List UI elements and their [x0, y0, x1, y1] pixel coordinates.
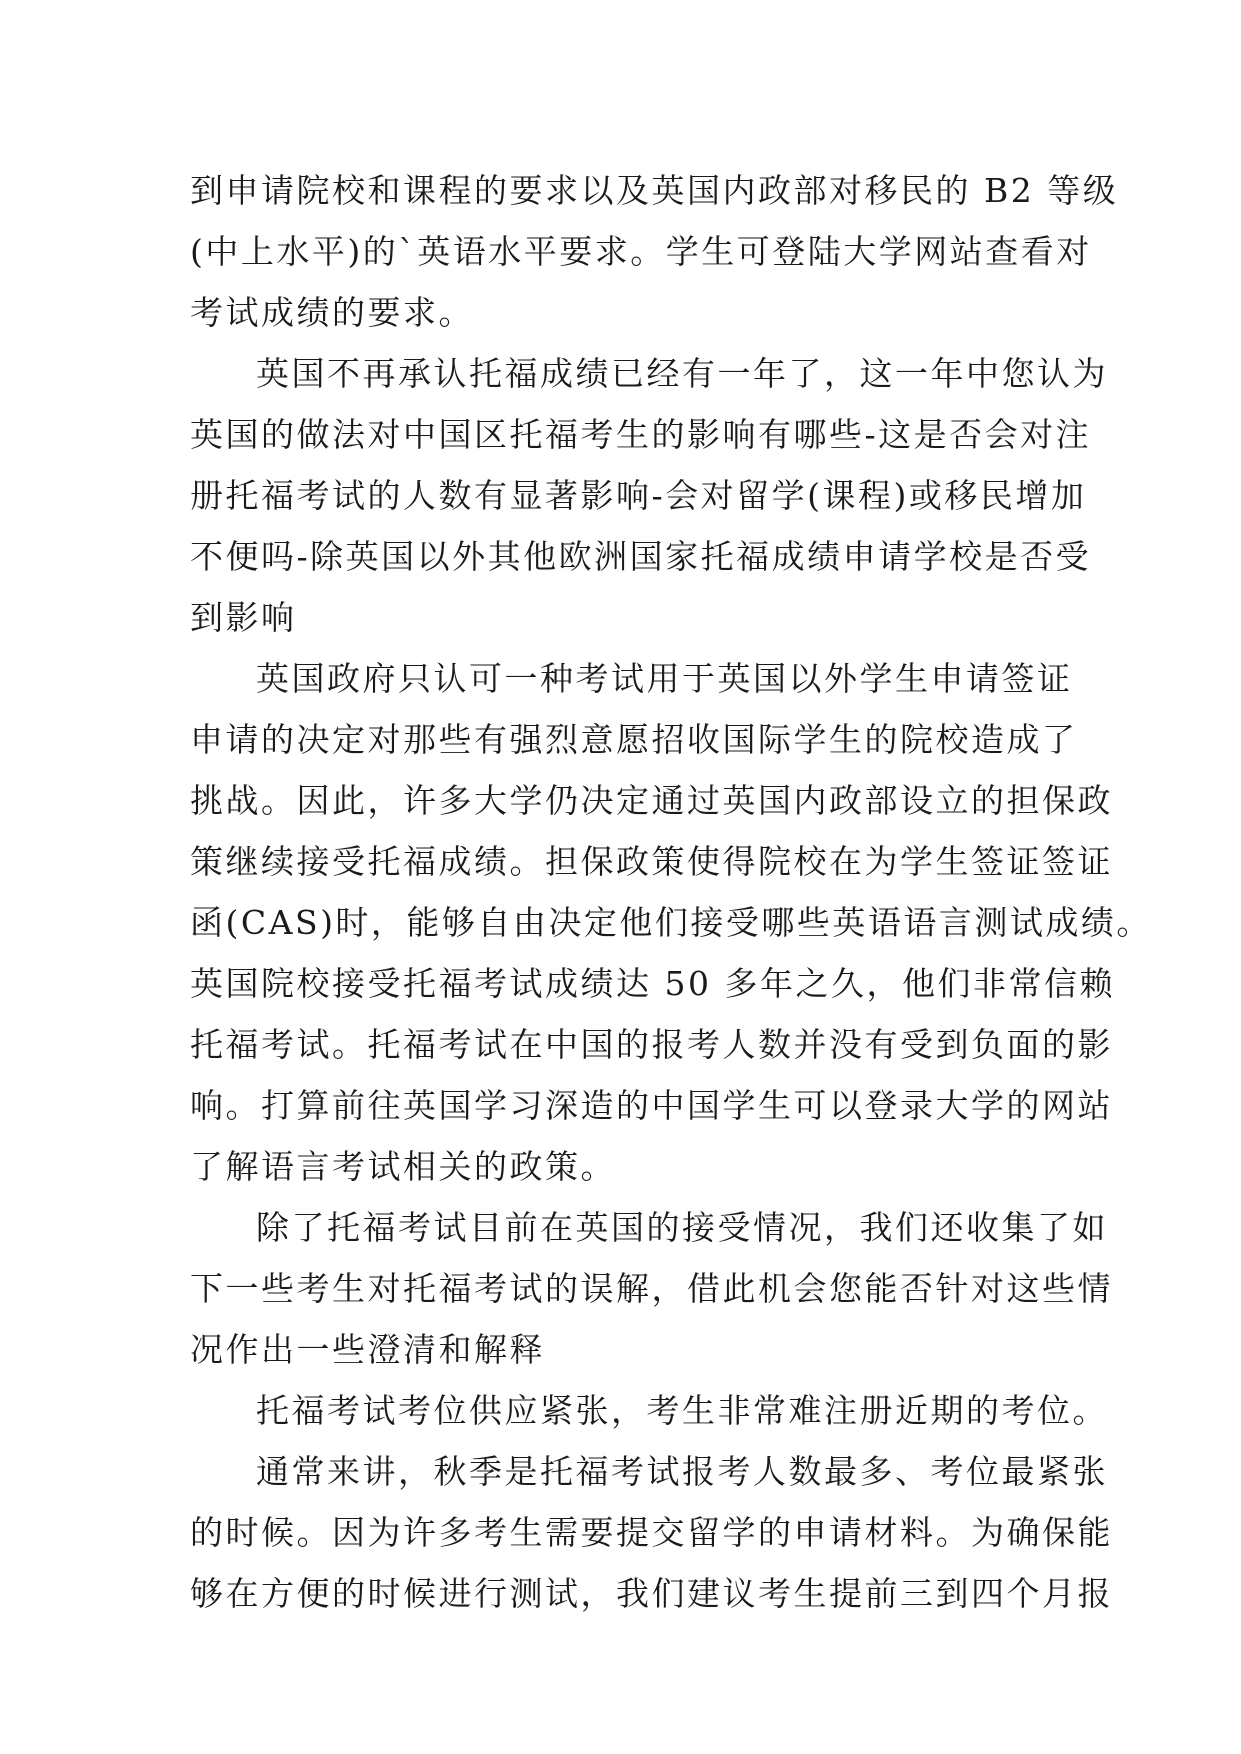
text-line: 英国院校接受托福考试成绩达 50 多年之久，他们非常信赖: [190, 964, 1115, 1003]
text-line: 英国的做法对中国区托福考生的影响有哪些-这是否会对注: [190, 415, 1092, 454]
text-line: 挑战。因此，许多大学仍决定通过英国内政部设立的担保政: [190, 781, 1113, 820]
document-body: [190, 160, 1152, 1624]
text-line: 够在方便的时候进行测试，我们建议考生提前三到四个月报: [190, 1574, 1113, 1613]
text-line: 函(CAS)时，能够自由决定他们接受哪些英语语言测试成绩。: [190, 903, 1152, 942]
text-line: 册托福考试的人数有显著影响-会对留学(课程)或移民增加: [190, 476, 1087, 515]
text-line: 申请的决定对那些有强烈意愿招收国际学生的院校造成了: [190, 720, 1078, 759]
paragraph-start-line: 英国政府只认可一种考试用于英国以外学生申请签证: [256, 659, 1073, 698]
text-line: 况作出一些澄清和解释: [190, 1330, 545, 1369]
text-line: 响。打算前往英国学习深造的中国学生可以登录大学的网站: [190, 1086, 1113, 1125]
paragraph-start-line: 托福考试考位供应紧张，考生非常难注册近期的考位。: [256, 1391, 1108, 1430]
paragraph-start-line: 通常来讲，秋季是托福考试报考人数最多、考位最紧张: [256, 1452, 1108, 1491]
text-line: 到影响: [190, 598, 297, 637]
text-line: 下一些考生对托福考试的误解，借此机会您能否针对这些情: [190, 1269, 1113, 1308]
paragraph-start-line: 英国不再承认托福成绩已经有一年了，这一年中您认为: [256, 354, 1108, 393]
text-line: 考试成绩的要求。: [190, 293, 474, 332]
paragraph-start-line: 除了托福考试目前在英国的接受情况，我们还收集了如: [256, 1208, 1108, 1247]
text-line: (中上水平)的`英语水平要求。学生可登陆大学网站查看对: [190, 232, 1092, 271]
text-line: 了解语言考试相关的政策。: [190, 1147, 616, 1186]
text-line: 的时候。因为许多考生需要提交留学的申请材料。为确保能: [190, 1513, 1113, 1552]
text-line: 策继续接受托福成绩。担保政策使得院校在为学生签证签证: [190, 842, 1113, 881]
text-line: 到申请院校和课程的要求以及英国内政部对移民的 B2 等级: [190, 171, 1119, 210]
text-line: 不便吗-除英国以外其他欧洲国家托福成绩申请学校是否受: [190, 537, 1092, 576]
text-line: 托福考试。托福考试在中国的报考人数并没有受到负面的影: [190, 1025, 1113, 1064]
